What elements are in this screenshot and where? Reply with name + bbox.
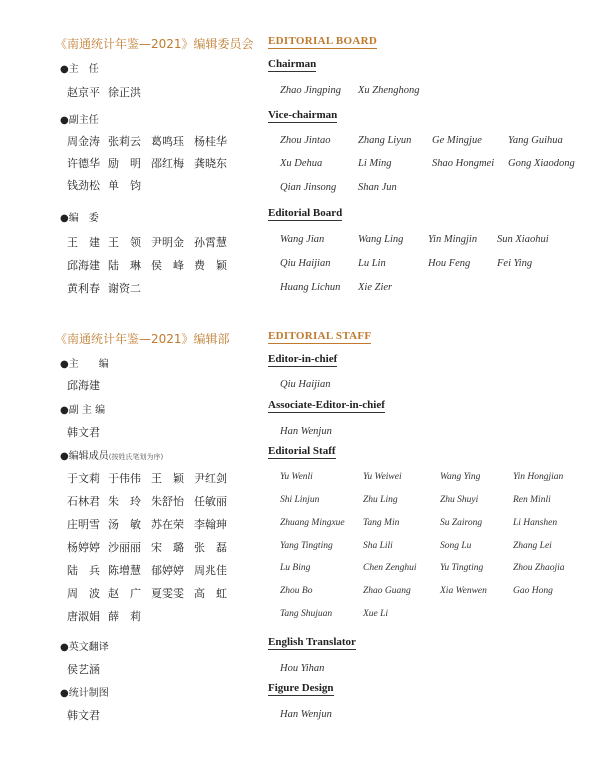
assoc-cn-label: ●副 主 编 xyxy=(60,405,106,416)
chair-en-label: Chairman xyxy=(268,58,317,70)
members-cn-name: 高 虹 xyxy=(194,587,227,600)
members-en-name: Zhu Ling xyxy=(363,495,398,505)
members-en-name: Zhou Bo xyxy=(280,586,313,596)
members-cn-name: 杨婷婷 xyxy=(67,541,100,554)
translator-cn-label: ●英文翻译 xyxy=(60,642,109,653)
vice-en-name: Shan Jun xyxy=(358,182,397,193)
vice-cn-label: ●副主任 xyxy=(60,115,99,126)
members-cn-label-text: ●编辑成员 xyxy=(60,451,109,462)
members-cn-name: 周兆佳 xyxy=(194,564,227,577)
members-cn-name: 唐淑娟 xyxy=(67,610,100,623)
vice-en-name: Li Ming xyxy=(358,158,392,169)
members-cn-name: 任敏丽 xyxy=(194,495,227,508)
member-en-name: Wang Ling xyxy=(358,234,404,245)
members-en-name: Li Hanshen xyxy=(513,518,558,528)
chair-cn-name: 赵京平 xyxy=(67,86,100,99)
vice-en-name: Xu Dehua xyxy=(280,158,323,169)
vice-en-name: Yang Guihua xyxy=(508,135,563,146)
member-cn-label: ●编 委 xyxy=(60,213,99,224)
member-cn-name: 陆 琳 xyxy=(108,259,141,272)
member-cn-name: 孙霄慧 xyxy=(194,236,227,249)
board-cn-title: 《南通统计年鉴—2021》编辑委员会 xyxy=(55,37,254,51)
figure-en-name: Han Wenjun xyxy=(280,709,332,720)
vice-cn-name: 钱劲松 xyxy=(67,179,100,192)
members-en-name: Yu Wenli xyxy=(280,472,313,482)
assoc-en-name: Han Wenjun xyxy=(280,426,332,437)
members-en-label: Editorial Staff xyxy=(268,445,336,457)
members-cn-name: 朱舒怡 xyxy=(151,495,184,508)
members-en-name: Xia Wenwen xyxy=(440,586,487,596)
member-cn-name: 王 建 xyxy=(67,236,100,249)
members-en-name: Chen Zenghui xyxy=(363,563,417,573)
member-cn-name: 尹明金 xyxy=(151,236,184,249)
members-en-name: Tang Min xyxy=(363,518,400,528)
members-cn-name: 李翰珅 xyxy=(194,518,227,531)
member-en-name: Sun Xiaohui xyxy=(497,234,549,245)
member-en-name: Qiu Haijian xyxy=(280,258,331,269)
members-cn-name: 张 磊 xyxy=(194,541,227,554)
members-cn-name: 薛 莉 xyxy=(108,610,141,623)
chief-en-name: Qiu Haijian xyxy=(280,379,331,390)
assoc-en-label: Associate-Editor-in-chief xyxy=(268,399,385,411)
members-en-name: Yin Hongjian xyxy=(513,472,564,482)
figure-cn-label: ●统计制图 xyxy=(60,688,109,699)
members-en-name: Su Zairong xyxy=(440,518,483,528)
vice-cn-name: 葛鸣珏 xyxy=(151,135,184,148)
member-cn-name: 王 领 xyxy=(108,236,141,249)
member-cn-name: 费 颖 xyxy=(194,259,227,272)
members-cn-name: 庄明雪 xyxy=(67,518,100,531)
vice-en-label: Vice-chairman xyxy=(268,109,338,121)
vice-en-name: Ge Mingjue xyxy=(432,135,482,146)
members-en-name: Zhang Lei xyxy=(513,541,552,551)
chair-en-name: Zhao Jingping xyxy=(280,85,341,96)
vice-cn-name: 周金涛 xyxy=(67,135,100,148)
members-cn-name: 郁婷婷 xyxy=(151,564,184,577)
member-cn-name: 谢资二 xyxy=(108,282,141,295)
chair-en-name: Xu Zhenghong xyxy=(358,85,420,96)
vice-en-name: Gong Xiaodong xyxy=(508,158,575,169)
members-cn-name: 于伟伟 xyxy=(108,472,141,485)
chief-en-label: Editor-in-chief xyxy=(268,353,338,365)
vice-cn-name: 张莉云 xyxy=(108,135,141,148)
members-en-name: Zhuang Mingxue xyxy=(280,518,345,528)
member-en-name: Lu Lin xyxy=(358,258,386,269)
members-en-name: Tang Shujuan xyxy=(280,609,333,619)
members-en-name: Yu Weiwei xyxy=(363,472,402,482)
members-en-name: Gao Hong xyxy=(513,586,553,596)
members-en-name: Song Lu xyxy=(440,541,472,551)
members-cn-name: 王 颖 xyxy=(151,472,184,485)
members-en-name: Zhou Zhaojia xyxy=(513,563,565,573)
figure-en-label: Figure Design xyxy=(268,682,334,694)
members-en-name: Sha Lili xyxy=(363,541,393,551)
members-en-name: Yu Tingting xyxy=(440,563,484,573)
members-cn-name: 沙丽丽 xyxy=(108,541,141,554)
members-cn-name: 夏雯雯 xyxy=(151,587,184,600)
members-en-name: Lu Bing xyxy=(280,563,311,573)
members-en-name: Ren Minli xyxy=(513,495,551,505)
vice-cn-name: 邵红梅 xyxy=(151,157,184,170)
vice-cn-name: 单 钧 xyxy=(108,179,141,192)
member-en-name: Yin Mingjin xyxy=(428,234,478,245)
member-cn-name: 黄利春 xyxy=(67,282,100,295)
vice-en-name: Shao Hongmei xyxy=(432,158,495,169)
board-en-title: EDITORIAL BOARD xyxy=(268,35,378,47)
vice-cn-name: 杨桂华 xyxy=(194,135,227,148)
translator-en-label: English Translator xyxy=(268,636,356,648)
vice-cn-name: 龚晓东 xyxy=(194,157,227,170)
members-en-name: Zhu Shuyi xyxy=(440,495,479,505)
members-cn-name: 赵 广 xyxy=(108,587,141,600)
member-en-name: Fei Ying xyxy=(497,258,533,269)
member-en-name: Huang Lichun xyxy=(280,282,341,293)
members-cn-label xyxy=(60,447,163,462)
member-en-name: Wang Jian xyxy=(280,234,325,245)
vice-en-name: Zhou Jintao xyxy=(280,135,331,146)
chair-cn-name: 徐正洪 xyxy=(108,86,141,99)
members-cn-name: 于文莉 xyxy=(67,472,100,485)
member-en-name: Hou Feng xyxy=(428,258,471,269)
chair-cn-label: ●主 任 xyxy=(60,64,99,75)
vice-cn-name: 励 明 xyxy=(108,157,141,170)
chief-cn-label: ●主 编 xyxy=(60,359,109,370)
members-en-name: Xue Li xyxy=(363,609,389,619)
staff-cn-title: 《南通统计年鉴—2021》编辑部 xyxy=(55,332,230,346)
figure-cn-name: 韩文君 xyxy=(67,709,100,722)
vice-en-name: Qian Jinsong xyxy=(280,182,337,193)
vice-cn-name: 许德华 xyxy=(67,157,100,170)
members-cn-name: 陈增慧 xyxy=(108,564,141,577)
members-en-name: Zhao Guang xyxy=(363,586,411,596)
members-cn-name: 周 波 xyxy=(67,587,100,600)
member-en-name: Xie Zier xyxy=(358,282,393,293)
members-en-name: Wang Ying xyxy=(440,472,481,482)
members-en-name: Shi Linjun xyxy=(280,495,320,505)
members-cn-name: 陆 兵 xyxy=(67,564,100,577)
members-en-name: Yang Tingting xyxy=(280,541,333,551)
member-en-label: Editorial Board xyxy=(268,207,343,219)
members-cn-name: 宋 璐 xyxy=(151,541,184,554)
staff-en-title: EDITORIAL STAFF xyxy=(268,330,372,342)
members-cn-name: 朱 玲 xyxy=(108,495,141,508)
translator-cn-name: 侯艺涵 xyxy=(67,663,100,676)
member-cn-name: 侯 峰 xyxy=(151,259,184,272)
chief-cn-name: 邱海建 xyxy=(67,379,100,392)
vice-en-name: Zhang Liyun xyxy=(358,135,412,146)
members-cn-name: 石林君 xyxy=(67,495,100,508)
members-cn-name: 尹红剑 xyxy=(194,472,227,485)
members-cn-name: 汤 敏 xyxy=(108,518,141,531)
members-cn-name: 苏在荣 xyxy=(151,518,184,531)
members-order-note: (按姓氏笔划为序) xyxy=(108,453,164,461)
assoc-cn-name: 韩文君 xyxy=(67,426,100,439)
translator-en-name: Hou Yihan xyxy=(280,663,325,674)
member-cn-name: 邱海建 xyxy=(67,259,100,272)
